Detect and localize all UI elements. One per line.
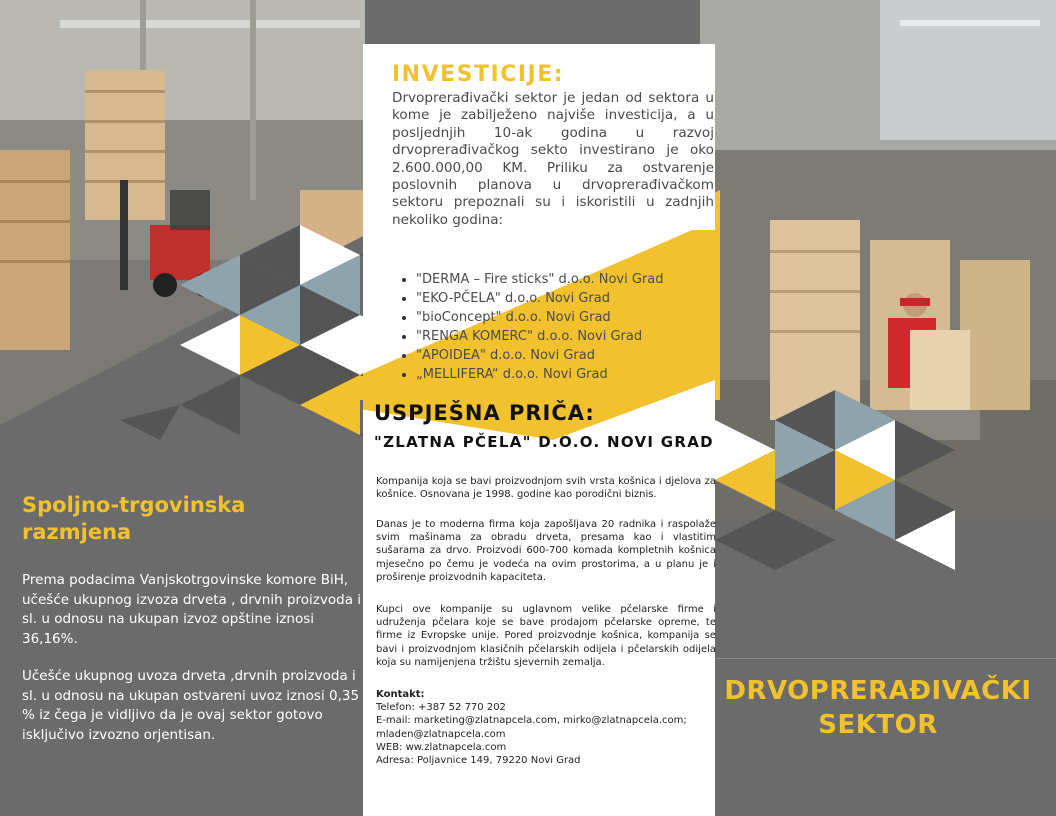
divider (715, 658, 1056, 659)
list-item: • "APOIDEA" d.o.o. Novi Grad (416, 346, 663, 365)
trade-paragraph-1: Prema podacima Vanjskotrgovinske komore BiH, učešće ukupnog izvoza drveta , drvnih proizvoda i sl. u odnosu na ukupan izvoz opštine iznosi 36,16%. (22, 572, 362, 647)
contact-phone: Telefon: +387 52 770 202 (376, 702, 506, 714)
contact-web: WEB: ww.zlatnapcela.com (376, 741, 507, 753)
story-paragraph-3: Kupci ove kompanije su uglavnom velike pčelarske firme i udruženja pčelara koje se bave prodajom pčelarske opreme, te firme iz Evropske unije. Pored proizvodnje košnica, kompanija se bavi i proizvodnjom klasičnih pčelarskih odijela i pčelarskih odijela koja su namijenjena tržištu sjevernih zemalja. (376, 604, 716, 668)
list-item: • "EKO-PČELA" d.o.o. Novi Grad (416, 289, 663, 308)
sector-title-line-1: DRVOPRERAĐIVAČKI (724, 676, 1032, 706)
list-item: • „MELLIFERA“ d.o.o. Novi Grad (416, 365, 663, 384)
contact-label: Kontakt: (376, 689, 425, 700)
trade-paragraph-2: Učešće ukupnog uvoza drveta ,drvnih proizvoda i sl. u odnosu na ukupan ostvareni uvoz iznosi 0,35 % iz čega je vidljivo da je ovaj sektor gotovo isključivo izvozno orjentisan. (22, 668, 360, 743)
investor-company-list (398, 270, 663, 384)
list-item: • "bioConcept" d.o.o. Novi Grad (416, 308, 663, 327)
contact-address: Adresa: Poljavnice 149, 79220 Novi Grad (376, 755, 581, 767)
contact-block (376, 688, 716, 767)
sector-title (700, 674, 1056, 742)
contact-email: E-mail: marketing@zlatnapcela.com, mirko@zlatnapcela.com; mladen@zlatnapcela.com (376, 715, 687, 740)
list-item: • "RENGA KOMERC" d.o.o. Novi Grad (416, 327, 663, 346)
trade-section-title: Spoljno-trgovinska razmjena (22, 493, 246, 544)
success-story-subtitle: "ZLATNA PČELA" D.O.O. NOVI GRAD (374, 433, 714, 451)
investicije-title: INVESTICIJE: (392, 62, 565, 87)
story-paragraph-2: Danas je to moderna firma koja zapošljava 20 radnika i raspolaže svim mašinama za obradu drveta, presama kao i vlastitim sušarama za drvo. Proizvodi 600-700 komada kompletnih košnica mjesečno po čemu je vodeća na ovim prostorima, a u planu je i proširenje proizvodnih kapaciteta. (376, 519, 716, 583)
list-item: • "DERMA – Fire sticks" d.o.o. Novi Grad (416, 270, 663, 289)
success-story-title: USPJEŠNA PRIČA: (374, 401, 595, 425)
story-paragraph-1: Kompanija koja se bavi proizvodnjom svih vrsta košnica i djelova za košnice. Osnovana je 1998. godine kao porodični biznis. (376, 476, 716, 501)
investicije-body: Drvoprerađivački sektor je jedan od sektora u kome je zabilježeno najviše investicija, a u posljednjih 10-ak godina u razvoj drvoprerađivačkog sekto investirano je oko 2.600.000,00 KM. Priliku za ostvarenje poslovnih planova u drvoprerađivačkom sektoru prepoznali su i iskoristili u zadnjih nekoliko godina: (392, 90, 714, 228)
sector-title-line-2: SEKTOR (818, 710, 938, 740)
